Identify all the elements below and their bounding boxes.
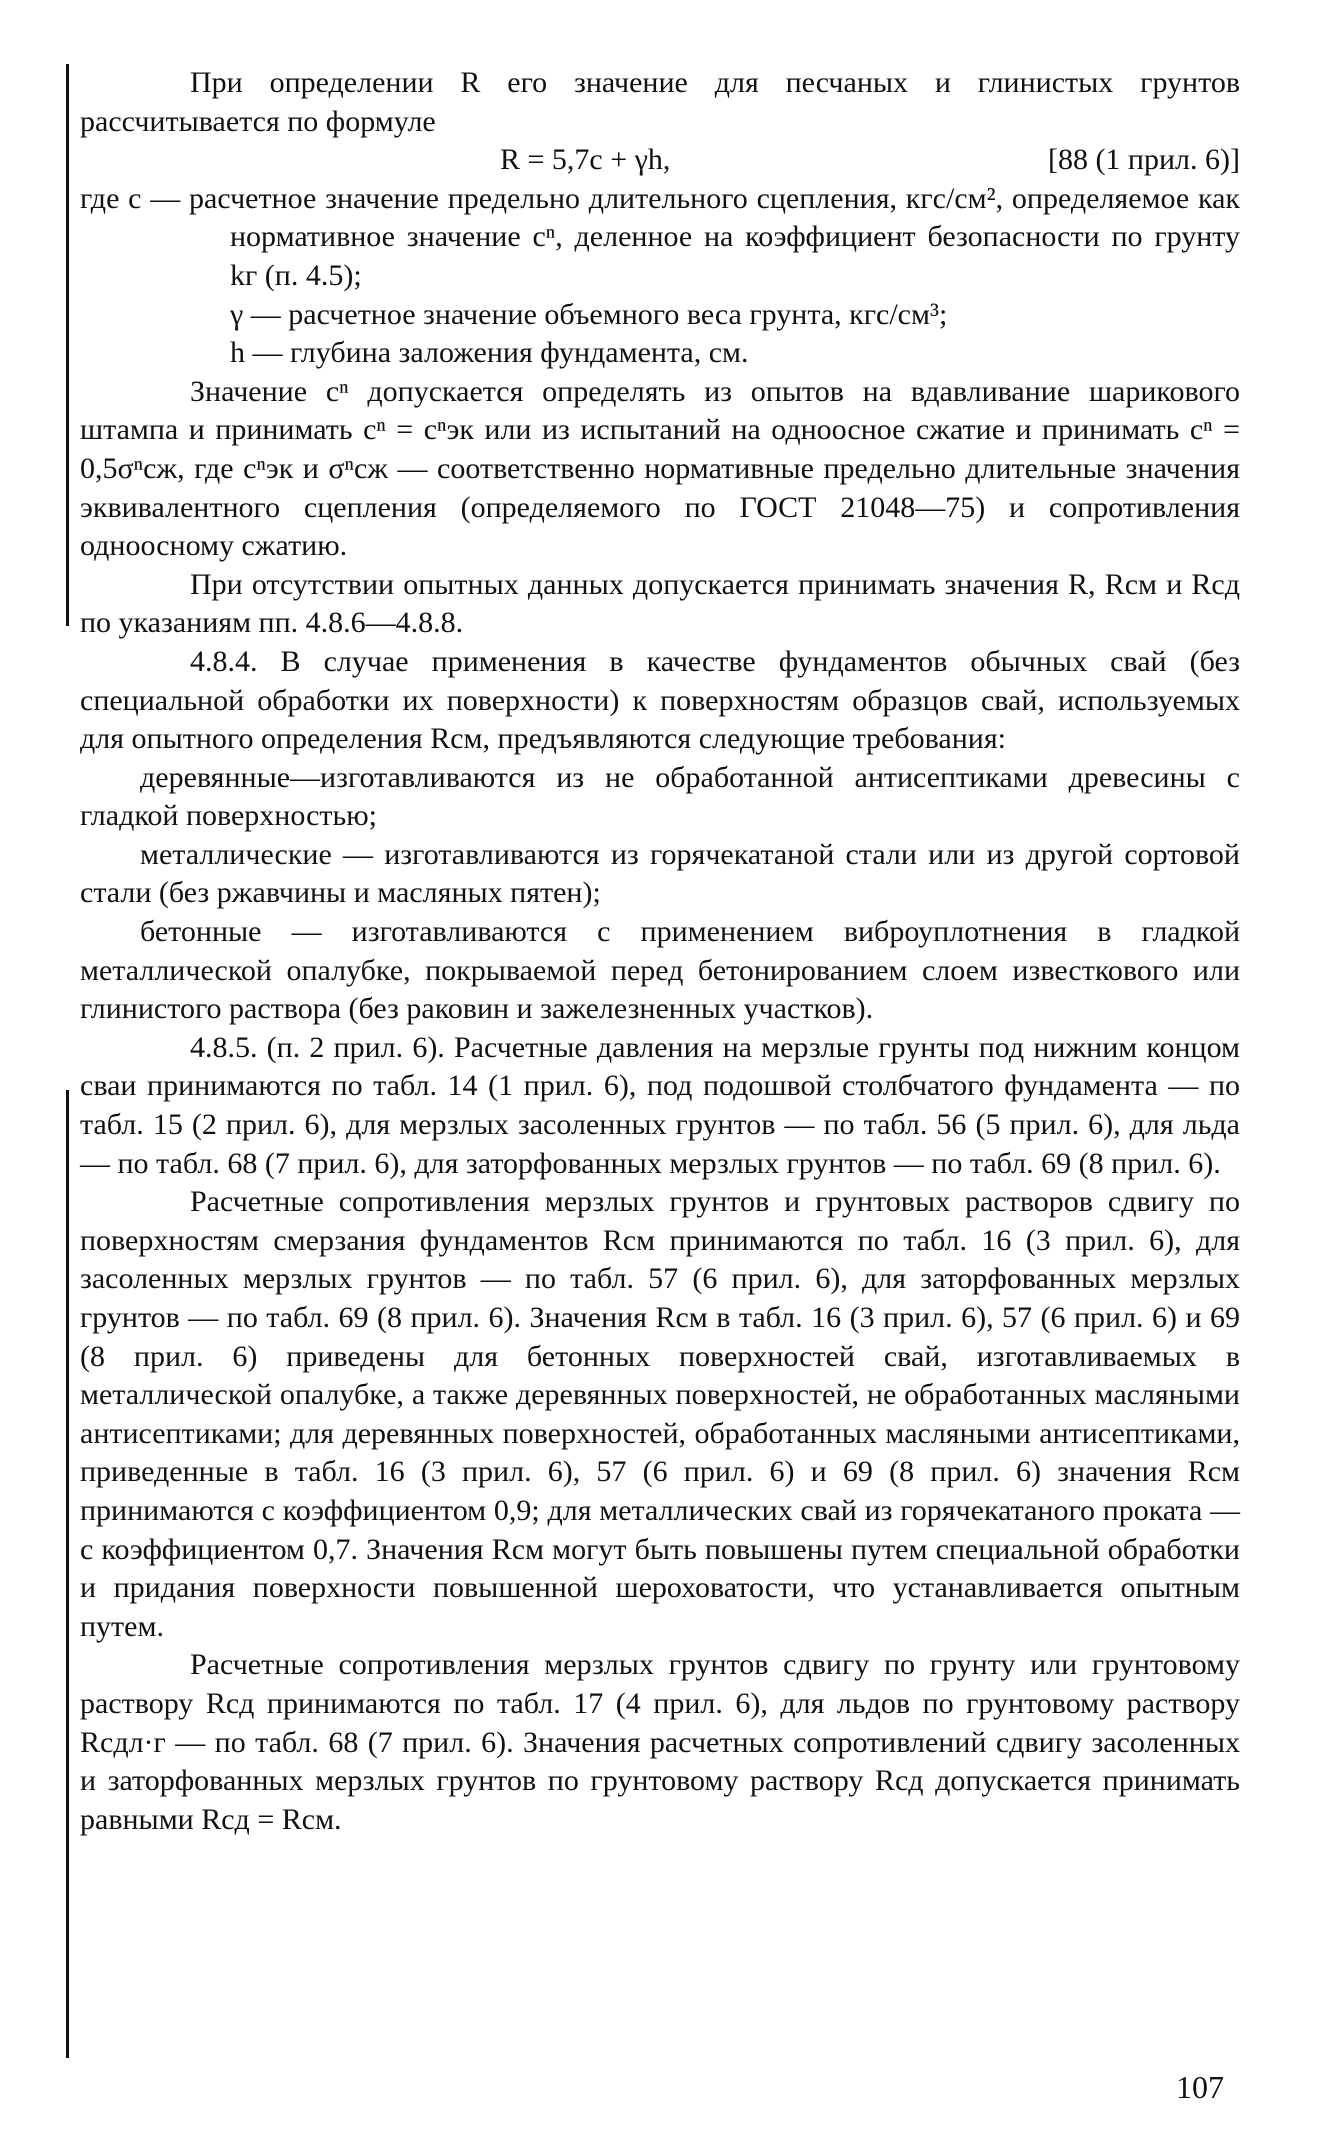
paragraph-4-8-5: 4.8.5. (п. 2 прил. 6). Расчетные давления на мерзлые грунты под нижним концом сваи принимаются по табл. 14 (1 прил. 6), под подошвой столбчатого фундамента — по табл. 15 (2 прил. 6), для мерзлых засоленных грунтов — по табл. 56 (5 прил. 6), для льда — по табл. 68 (7 прил. 6), для заторфованных мерзлых грунтов — по табл. 69 (8 прил. 6). — [80, 1030, 1240, 1180]
definition-h: h — глубина заложения фундамента, см. — [230, 336, 749, 370]
definition-gamma: γ — расчетное значение объемного веса грунта, кгс/см³; — [230, 297, 948, 331]
body-text — [80, 64, 1240, 1839]
paragraph-4-8-4: 4.8.4. В случае применения в качестве фундаментов обычных свай (без специальной обработки их поверхности) к поверхностям образцов свай, используемых для опытного определения Rсм, предъявляются следующие требования: — [80, 644, 1240, 756]
list-item-metal: металлические — изготавливаются из горячекатаной стали или из другой сортовой стали (без ржавчины и масляных пятен); — [80, 837, 1240, 910]
margin-bar-bottom — [66, 1090, 69, 2058]
definition-c: где c — расчетное значение предельно длительного сцепления, кгс/см², определяемое как нормативное значение cⁿ, деленное на коэффициент безопасности по грунту kг (п. 4.5); — [80, 181, 1240, 292]
margin-bar-top — [66, 64, 69, 626]
paragraph-shear-resistance-freezing: Расчетные сопротивления мерзлых грунтов и грунтовых растворов сдвигу по поверхностям смерзания фундаментов Rсм принимаются по табл. 16 (3 прил. 6), для засоленных мерзлых грунтов — по табл. 57 (6 прил. 6), для заторфованных мерзлых грунтов — по табл. 69 (8 прил. 6). Значения Rсм в табл. 16 (3 прил. 6), 57 (6 прил. 6) и 69 (8 прил. 6) приведены для бетонных поверхностей свай, изготавливаемых в металлической опалубке, а также деревянных поверхностей, не обработанных масляными антисептиками; для деревянных поверхностей, обработанных масляными антисептиками, приведенные в табл. 16 (3 прил. 6), 57 (6 прил. 6) и 69 (8 прил. 6) значения Rсм принимаются с коэффициентом 0,9; для металлических свай из горячекатаного проката — с коэффициентом 0,7. Значения Rсм могут быть повышены путем специальной обработки и придания поверхности повышенной шероховатости, что устанавливается опытным путем. — [80, 1185, 1240, 1643]
paragraph-r-formula-intro: При определении R его значение для песчаных и глинистых грунтов рассчитывается по формуле — [80, 66, 1240, 138]
formula-reference: [88 (1 прил. 6)] — [1047, 143, 1240, 177]
page-number: 107 — [1176, 2069, 1224, 2105]
formula-expression: R = 5,7c + γh, — [500, 143, 671, 177]
paragraph-cn-value: Значение cⁿ допускается определять из опытов на вдавливание шарикового штампа и принимать cⁿ = cⁿэк или из испытаний на одноосное сжатие и принимать cⁿ = 0,5σⁿсж, где cⁿэк и σⁿсж — соответственно нормативные предельно длительные значения эквивалентного сцепления (определяемого по ГОСТ 21048—75) и сопротивления одноосному сжатию. — [80, 374, 1240, 563]
list-item-wood: деревянные—изготавливаются из не обработанной антисептиками древесины с гладкой поверхностью; — [80, 760, 1240, 833]
paragraph-no-data: При отсутствии опытных данных допускается принимать значения R, Rсм и Rсд по указаниям пп. 4.8.6—4.8.8. — [80, 567, 1240, 640]
paragraph-shear-resistance-soil: Расчетные сопротивления мерзлых грунтов сдвигу по грунту или грунтовому раствору Rсд принимаются по табл. 17 (4 прил. 6), для льдов по грунтовому раствору Rсдл·г — по табл. 68 (7 прил. 6). Значения расчетных сопротивлений сдвигу засоленных и заторфованных мерзлых грунтов по грунтовому раствору Rсд допускается принимать равными Rсд = Rсм. — [80, 1648, 1240, 1836]
formula-line — [80, 141, 1240, 180]
list-item-concrete: бетонные — изготавливаются с применением виброуплотнения в гладкой металлической опалубке, покрываемой перед бетонированием слоем известкового или глинистого раствора (без раковин и зажелезненных участков). — [80, 915, 1240, 1026]
